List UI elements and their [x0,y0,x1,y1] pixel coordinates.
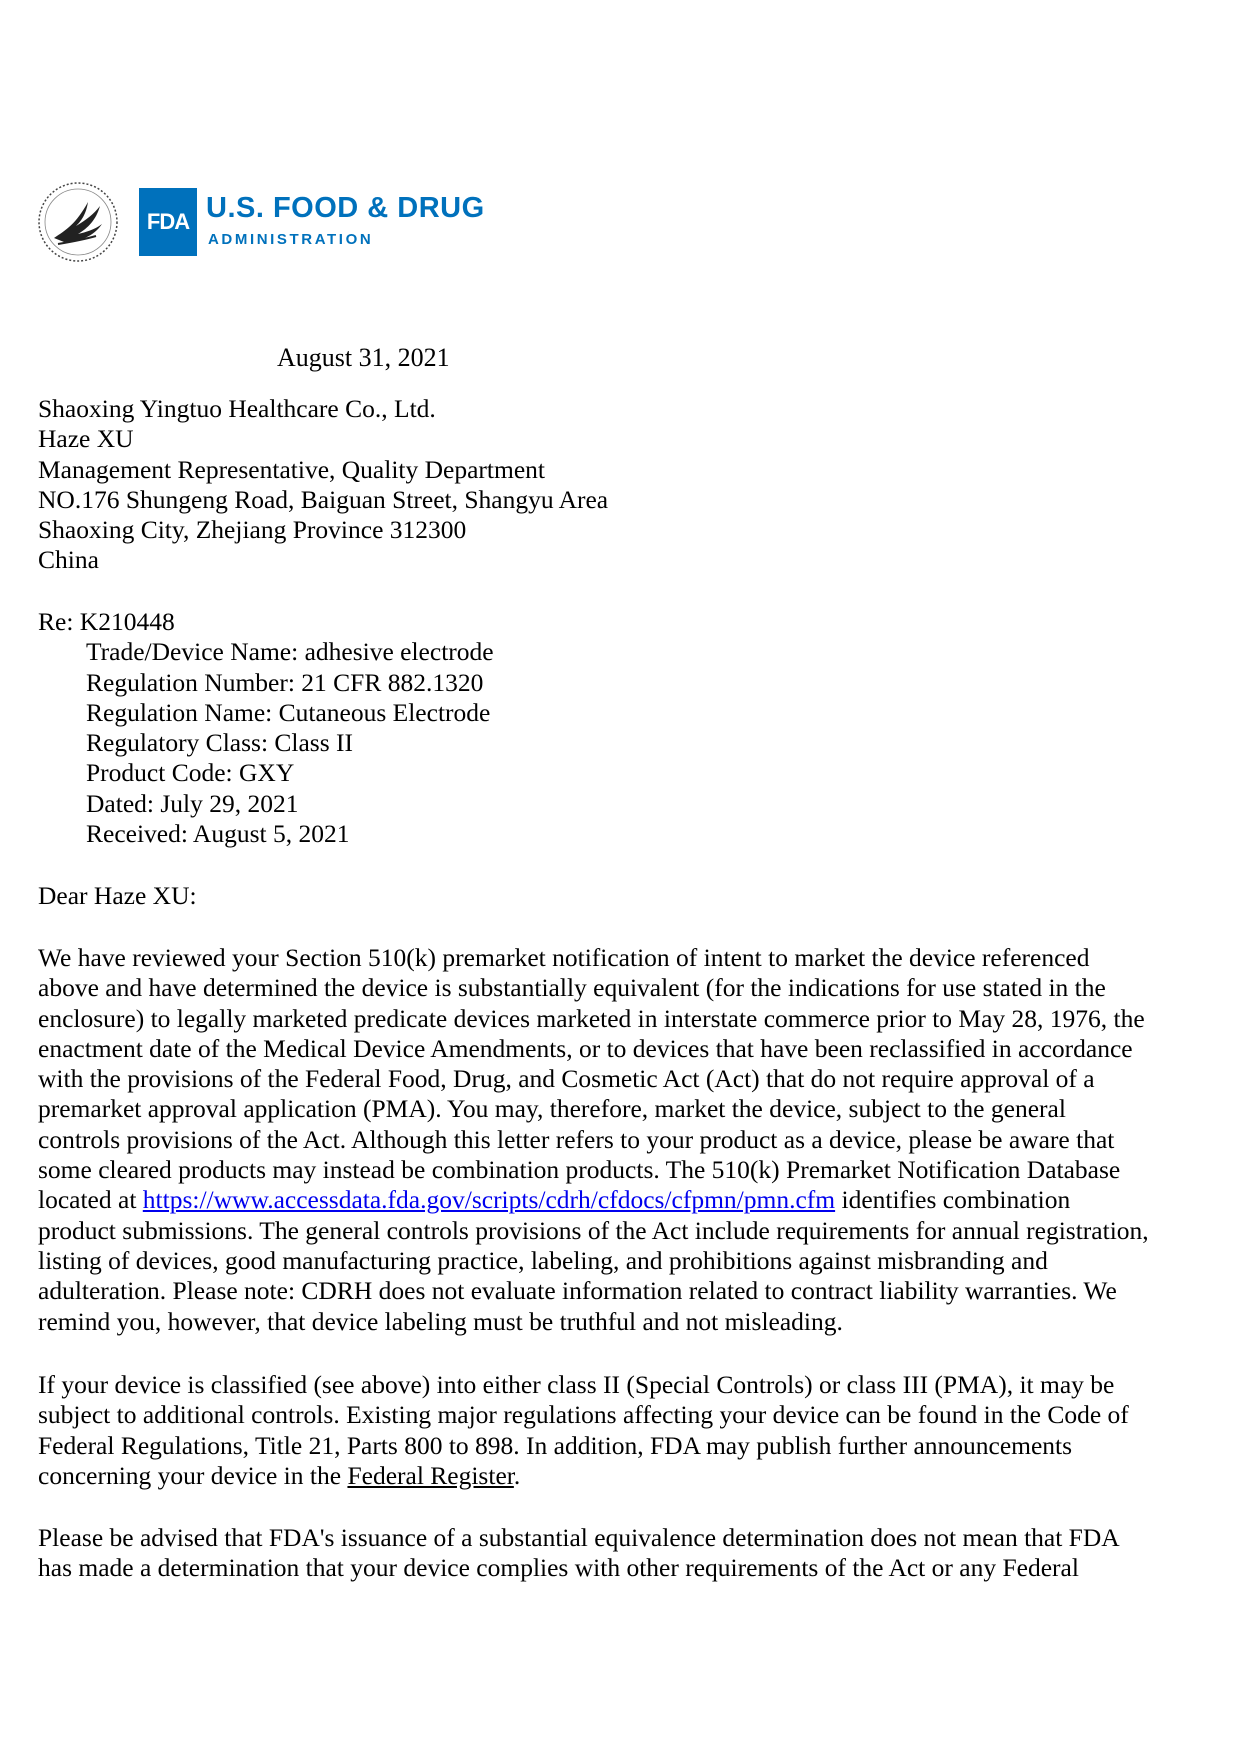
address-line: China [38,545,99,575]
letter-date: August 31, 2021 [277,343,450,372]
paragraph-line [38,1461,1203,1491]
paragraph-line: enactment date of the Medical Device Amendments, or to devices that have been reclassified in accordance [38,1033,1133,1063]
paragraph-line: controls provisions of the Act. Although this letter refers to your product as a device, please be aware that [38,1124,1115,1154]
paragraph-line: We have reviewed your Section 510(k) premarket notification of intent to market the device referenced [38,943,1090,972]
paragraph-line: product submissions. The general controls provisions of the Act include requirements for annual registration, [38,1215,1149,1245]
address-line: Haze XU [38,424,134,454]
reference-line: Regulation Name: Cutaneous Electrode [86,697,491,727]
paragraph-line: enclosure) to legally marketed predicate devices marketed in interstate commerce prior to May 28, 1976, the [38,1003,1145,1033]
paragraph-line: above and have determined the device is substantially equivalent (for the indications for use stated in the [38,973,1106,1003]
paragraph-line: If your device is classified (see above) into either class II (Special Controls) or class III (PMA), it may be [38,1370,1115,1399]
reference-block [38,607,494,849]
agency-name: U.S. FOOD & DRUG [206,192,485,224]
paragraph-additional-controls [38,1370,1203,1491]
reference-line: Regulation Number: 21 CFR 882.1320 [86,667,484,697]
paragraph-line: premarket approval application (PMA). You may, therefore, market the device, subject to the general [38,1094,1066,1124]
paragraph-line: some cleared products may instead be combination products. The 510(k) Premarket Notification Database [38,1155,1121,1185]
address-line: Shaoxing City, Zhejiang Province 312300 [38,515,467,545]
text-prefix: concerning your device in the [38,1460,348,1490]
paragraph-line: listing of devices, good manufacturing practice, labeling, and prohibitions against misbranding and [38,1245,1048,1275]
address-line: NO.176 Shungeng Road, Baiguan Street, Shangyu Area [38,484,609,514]
reference-line: Dated: July 29, 2021 [86,788,299,818]
paragraph-line: Federal Regulations, Title 21, Parts 800 to 898. In addition, FDA may publish further announcements [38,1430,1073,1460]
text-suffix: . [513,1460,521,1490]
paragraph-line: subject to additional controls. Existing major regulations affecting your device can be found in the Code of [38,1400,1129,1430]
link-prefix: located at [38,1185,143,1215]
reference-line: Trade/Device Name: adhesive electrode [86,637,494,667]
pmn-database-link[interactable]: https://www.accessdata.fda.gov/scripts/cdrh/cfdocs/cfpmn/pmn.cfm [142,1185,836,1215]
reference-line: Product Code: GXY [86,758,295,788]
hhs-seal-icon [36,180,120,264]
paragraph-determination [38,943,1203,1337]
reference-line: Regulatory Class: Class II [86,728,354,758]
salutation-text: Dear Haze XU: [38,881,197,910]
paragraph-line: adulteration. Please note: CDRH does not evaluate information related to contract liability warranties. We [38,1276,1117,1306]
reference-line: Received: August 5, 2021 [86,819,350,849]
reference-number: Re: K210448 [38,607,175,636]
link-suffix: identifies combination [835,1185,1071,1215]
recipient-address [38,394,608,576]
paragraph-line: remind you, however, that device labeling must be truthful and not misleading. [38,1306,843,1336]
paragraph-line-with-link [38,1185,1203,1215]
agency-subtitle: ADMINISTRATION [208,231,374,248]
address-line: Management Representative, Quality Department [38,454,545,484]
federal-register-reference: Federal Register [347,1460,514,1490]
paragraph-line: with the provisions of the Federal Food, Drug, and Cosmetic Act (Act) that do not require approval of a [38,1064,1095,1094]
fda-letterhead [36,175,496,267]
paragraph-advisory [38,1523,1203,1584]
address-line: Shaoxing Yingtuo Healthcare Co., Ltd. [38,394,436,423]
salutation [38,881,197,911]
paragraph-line: has made a determination that your device complies with other requirements of the Act or any Federal [38,1553,1079,1583]
fda-logo-mark: FDA [139,188,197,256]
paragraph-line: Please be advised that FDA's issuance of a substantial equivalence determination does not mean that FDA [38,1523,1120,1552]
